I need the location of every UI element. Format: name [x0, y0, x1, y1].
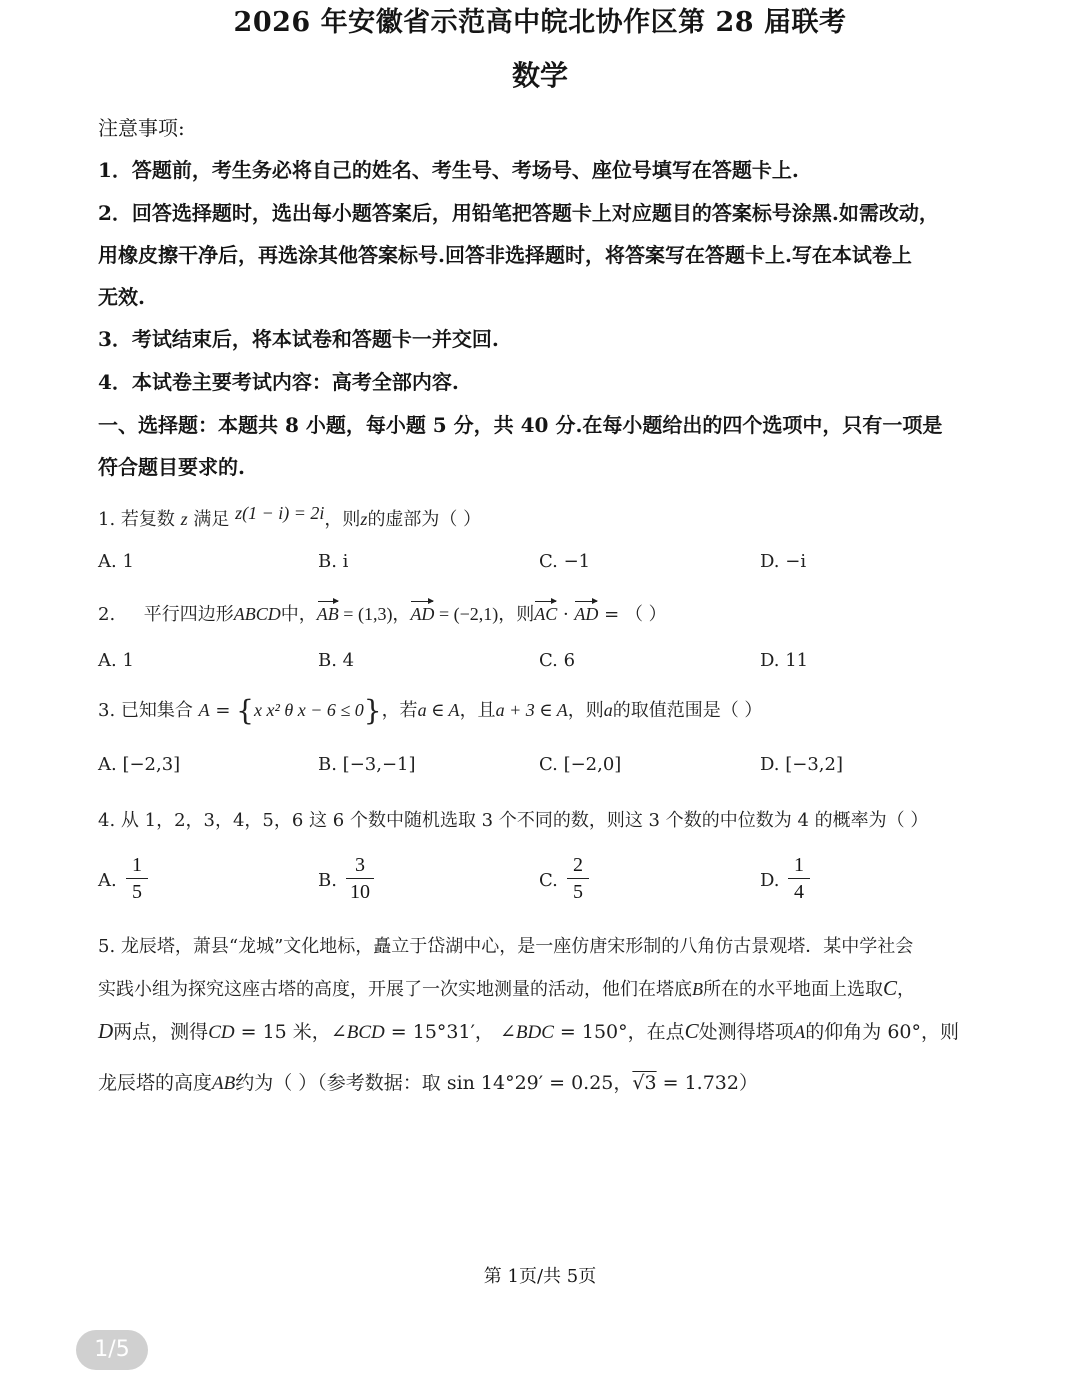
q5-line3-b: 两点，测得 — [113, 1021, 209, 1043]
q3-cond-3-math: a — [603, 700, 613, 720]
exam-subject: 数学 — [511, 59, 568, 92]
q1-var-2: z — [360, 509, 368, 529]
q2-option-c: C. 6 — [539, 650, 576, 671]
q5-line3-h: = 150°，在点 — [553, 1021, 685, 1043]
q1-option-c: C. −1 — [539, 551, 591, 572]
q4-option-a-bar — [126, 878, 148, 879]
q3-cond-2-math: a + 3 ∈ A — [495, 700, 568, 720]
q4-option-c-fraction — [567, 854, 589, 903]
q1-suffix-1: ，则 — [324, 509, 361, 530]
section-1-heading-line-1: 一、选择题：本题共 8 小题，每小题 5 分，共 40 分.在每小题给出的四个选项中，只有一项是 — [98, 413, 943, 437]
question-3 — [98, 694, 762, 727]
q2-option-a: A. 1 — [98, 650, 134, 671]
q5-line4-a: 龙辰塔的高度 — [98, 1072, 213, 1094]
vector-ad: AD — [410, 604, 435, 624]
note-item-4: 4．本试卷主要考试内容：高考全部内容. — [98, 370, 459, 394]
q5-line4-d: = 1.732） — [656, 1072, 758, 1094]
q1-var: z — [180, 509, 188, 529]
q5-point-b: B — [692, 979, 703, 999]
q5-ab: AB — [212, 1073, 236, 1094]
note-item-3: 3．考试结束后，将本试卷和答题卡一并交回. — [98, 327, 499, 351]
q4-option-b-bar — [346, 878, 374, 879]
q5-cd: CD — [208, 1022, 235, 1043]
q3-option-d: D. [−3,2] — [760, 754, 843, 775]
q1-option-b: B. i — [318, 551, 349, 572]
q1-suffix-2: 的虚部为（ ） — [367, 509, 482, 530]
vector-ac: AC — [534, 604, 558, 624]
q5-angle-bdc: ∠BDC — [499, 1022, 554, 1043]
q5-line3-j: 处测得塔项 — [698, 1021, 794, 1043]
q4-option-b-fraction — [346, 854, 374, 903]
q5-point-c-2: C — [684, 1019, 699, 1043]
question-4: 4. 从 1，2，3，4，5，6 这 6 个数中随机选取 3 个不同的数，则这 3 个数的中位数为 4 的概率为（ ） — [98, 810, 929, 831]
q1-mid: 满足 — [193, 509, 230, 530]
exam-title: 2026 年安徽省示范高中皖北协作区第 28 届联考 — [233, 7, 847, 38]
q3-tail: 的取值范围是（ ） — [612, 700, 763, 721]
q3-set-body: x x² θ x − 6 ≤ 0 — [254, 700, 364, 720]
q1-formula: z(1 − i) = 2i — [235, 503, 325, 523]
q3-cond-3: ，则 — [567, 700, 604, 721]
q4-option-c-label: C. — [539, 870, 558, 891]
q2-option-b: B. 4 — [318, 650, 355, 671]
q4-option-d-fraction — [788, 854, 810, 903]
question-5-line-3 — [98, 1017, 959, 1044]
q5-line3-f: = 15°31′， — [384, 1021, 500, 1043]
q5-point-a: A — [793, 1022, 806, 1043]
q3-left-brace: { — [236, 694, 254, 727]
q2-tail: = （ ） — [598, 604, 667, 625]
q4-option-d-label: D. — [760, 870, 780, 891]
question-5-line-4 — [98, 1068, 758, 1095]
section-1-heading-line-2: 符合题目要求的. — [98, 455, 245, 479]
q2-option-d: D. 11 — [760, 650, 809, 671]
question-2 — [98, 600, 667, 626]
q1-prefix: 1. 若复数 — [98, 509, 175, 530]
note-item-2-line-3: 无效. — [98, 285, 145, 309]
q5-sqrt3: √3 — [632, 1072, 657, 1094]
q1-option-a: A. 1 — [98, 551, 134, 572]
question-5-line-2 — [98, 975, 915, 1001]
q2-ab-value: = (1,3)， — [338, 604, 411, 624]
q3-setname: A — [198, 700, 210, 720]
q4-option-c-numerator: 2 — [573, 854, 583, 876]
q2-text-1: 平行四边形 — [143, 604, 234, 625]
q3-option-c: C. [−2,0] — [539, 754, 622, 775]
q4-option-c-denominator: 5 — [573, 881, 583, 903]
page-number: 第 1页/共 5页 — [483, 1266, 597, 1287]
q2-shape: ABCD — [233, 604, 281, 624]
q5-line4-c: 约为（ ）（参考数据：取 sin 14°29′ = 0.25， — [235, 1072, 633, 1094]
q3-eq: = — [209, 700, 237, 721]
q5-point-d: D — [98, 1019, 114, 1043]
q3-option-a: A. [−2,3] — [98, 754, 181, 775]
q2-text-2: 中， — [280, 604, 317, 625]
q2-dot: · — [557, 604, 575, 625]
note-item-2-line-2: 用橡皮擦干净后，再选涂其他答案标号.回答非选择题时，将答案写在答题卡上.写在本试卷上 — [98, 243, 912, 267]
q4-option-a-numerator: 1 — [132, 854, 142, 876]
q4-option-d-numerator: 1 — [794, 854, 804, 876]
q4-option-d-bar — [788, 878, 810, 879]
q4-option-a-fraction — [126, 854, 148, 903]
q5-point-c: C — [883, 976, 898, 1000]
question-1 — [98, 505, 481, 531]
q1-option-d: D. −i — [760, 551, 807, 572]
q2-ad-value: = (−2,1)，则 — [434, 604, 535, 624]
note-item-1: 1．答题前，考生务必将自己的姓名、考生号、考场号、座位号填写在答题卡上. — [98, 158, 799, 182]
q5-line2-a: 实践小组为探究这座古塔的高度，开展了一次实地测量的活动，他们在塔底 — [98, 979, 692, 1000]
q4-option-c-bar — [567, 878, 589, 879]
q4-option-b-label: B. — [318, 870, 337, 891]
q5-angle-bcd: ∠BCD — [330, 1022, 385, 1043]
q4-option-a-label: A. — [98, 870, 117, 891]
q5-line3-l: 的仰角为 60°，则 — [805, 1021, 959, 1043]
vector-ab: AB — [316, 604, 339, 624]
vector-ad-2: AD — [574, 604, 599, 624]
q4-option-d-denominator: 4 — [794, 881, 804, 903]
q3-option-b: B. [−3,−1] — [318, 754, 416, 775]
page-indicator-badge[interactable]: 1/5 — [76, 1330, 148, 1370]
note-item-2-line-1: 2．回答选择题时，选出每小题答案后，用铅笔把答题卡上对应题目的答案标号涂黑.如需改动， — [98, 201, 939, 225]
q4-option-a-denominator: 5 — [132, 881, 142, 903]
q3-cond-1-math: a ∈ A — [417, 700, 460, 720]
q3-prefix: 3. 已知集合 — [98, 700, 193, 721]
q4-option-b-denominator: 10 — [350, 881, 370, 903]
q3-cond-2: ，且 — [459, 700, 496, 721]
q3-cond-1: ，若 — [381, 700, 418, 721]
q5-line3-d: = 15 米， — [234, 1021, 331, 1043]
q4-option-b-numerator: 3 — [355, 854, 365, 876]
q5-line2-c: 所在的水平地面上选取 — [703, 979, 883, 1000]
q5-line2-e: ， — [897, 979, 916, 1000]
notes-heading: 注意事项: — [98, 116, 185, 140]
question-5-line-1: 5. 龙辰塔，萧县“龙城”文化地标，矗立于岱湖中心，是一座仿唐宋形制的八角仿古景观塔．某中学社会 — [98, 936, 914, 957]
q3-right-brace: } — [363, 694, 382, 727]
q2-num: 2. — [98, 604, 116, 625]
